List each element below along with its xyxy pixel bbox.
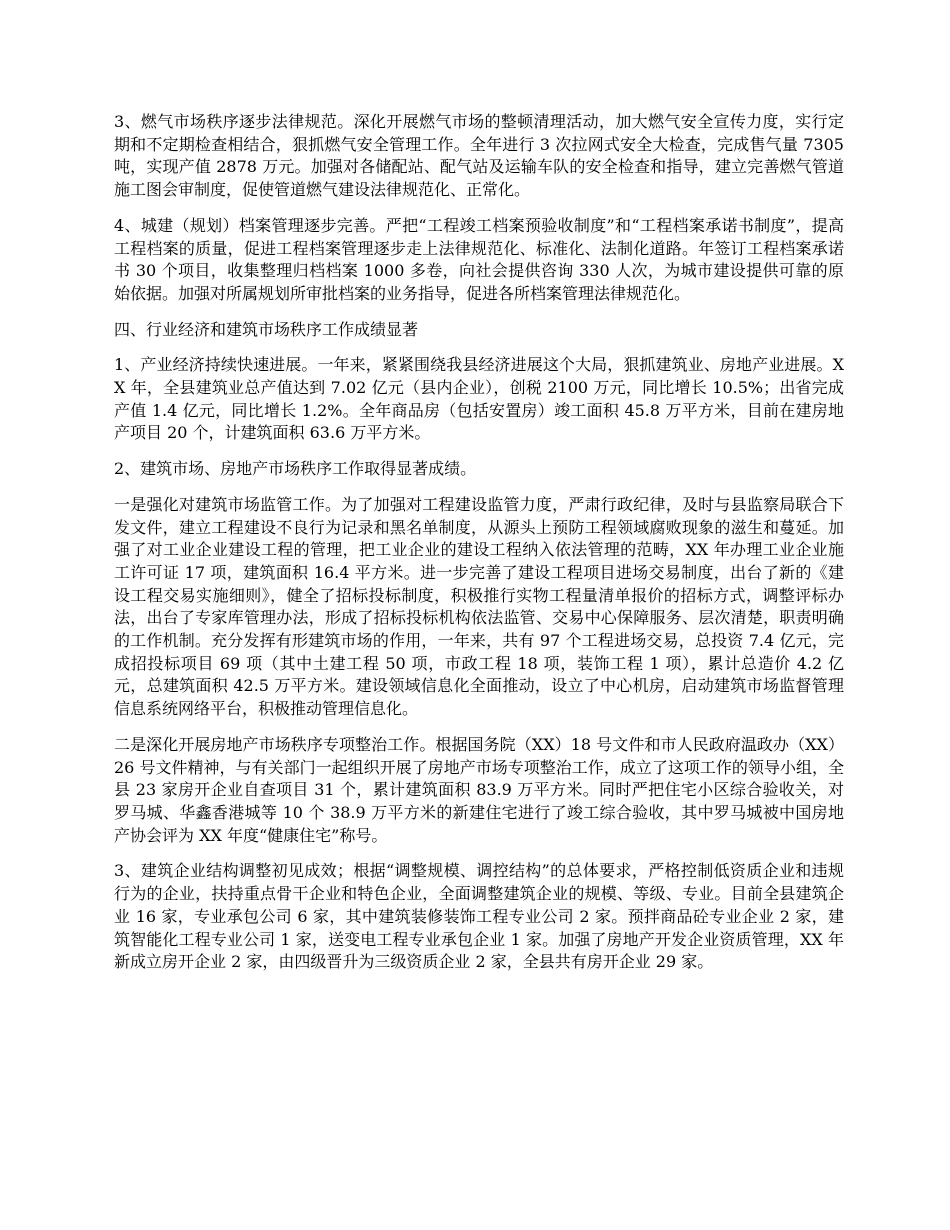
paragraph-urban-archives: 4、城建（规划）档案管理逐步完善。严把“工程竣工档案预验收制度”和“工程档案承诺书制度”，提高工程档案的质量，促进工程档案管理逐步走上法律规范化、标准化、法制化道路。年签订工程档案承诺书 30 个项目，收集整理归档档案 1000 多卷，向社会提供咨询 330 人次，为城市建设提供可靠的原始依据。加强对所属规划所审批档案的业务指导，促进各所档案管理法律规范化。: [114, 215, 844, 303]
paragraph-construction-supervision: 一是强化对建筑市场监管工作。为了加强对工程建设监管力度，严肃行政纪律，及时与县监察局联合下发文件，建立工程建设不良行为记录和黑名单制度，从源头上预防工程领域腐败现象的滋生和蔓延。加强了对工业企业建设工程的管理，把工业企业的建设工程纳入依法管理的范畴，XX 年办理工业企业施工许可证 17 项，建筑面积 16.4 平方米。进一步完善了建设工程项目进场交易制度，出台了新的《建设工程交易实施细则》，健全了招标投标制度，积极推行实物工程量清单报价的招标方式，调整评标办法，出台了专家库管理办法，形成了招标投标机构依法监管、交易中心保障服务、层次清楚，职责明确的工作机制。充分发挥有形建筑市场的作用，一年来，共有 97 个工程进场交易，总投资 7.4 亿元，完成招投标项目 69 项（其中土建工程 50 项，市政工程 18 项，装饰工程 1 项），累计总造价 4.2 亿元，总建筑面积 42.5 万平方米。建设领域信息化全面推动，设立了中心机房，启动建筑市场监督管理信息系统网络平台，积极推动管理信息化。: [114, 494, 844, 719]
paragraph-industry-economy: 1、产业经济持续快速进展。一年来，紧紧围绕我县经济进展这个大局，狠抓建筑业、房地产业进展。XX 年，全县建筑业总产值达到 7.02 亿元（县内企业），创税 2100 万元，同比增长 10.5%；出省完成产值 1.4 亿元，同比增长 1.2%。全年商品房（包括安置房）竣工面积 45.8 万平方米，目前在建房地产项目 20 个，计建筑面积 63.6 万平方米。: [114, 355, 844, 443]
paragraph-real-estate-rectification: 二是深化开展房地产市场秩序专项整治工作。根据国务院（XX）18 号文件和市人民政府温政办（XX）26 号文件精神，与有关部门一起组织开展了房地产市场专项整治工作，成立了这项工作的领导小组，全县 23 家房开企业自查项目 31 个，累计建筑面积 83.9 万平方米。同时严把住宅小区综合验收关，对罗马城、华鑫香港城等 10 个 38.9 万平方米的新建住宅进行了竣工综合验收，其中罗马城被中国房地产协会评为 XX 年度“健康住宅”称号。: [114, 734, 844, 845]
section-heading-4: 四、行业经济和建筑市场秩序工作成绩显著: [114, 319, 419, 339]
paragraph-market-order: 2、建筑市场、房地产市场秩序工作取得显著成绩。: [114, 459, 477, 479]
paragraph-enterprise-restructuring: 3、建筑企业结构调整初见成效；根据“调整规模、调控结构”的总体要求，严格控制低资质企业和违规行为的企业，扶持重点骨干企业和特色企业，全面调整建筑企业的规模、等级、专业。目前全县建筑企业 16 家，专业承包公司 6 家，其中建筑装修装饰工程专业公司 2 家。预拌商品砼专业企业 2 家，建筑智能化工程专业公司 1 家，送变电工程专业承包企业 1 家。加强了房地产开发企业资质管理，XX 年新成立房开企业 2 家，由四级晋升为三级资质企业 2 家，全县共有房开企业 29 家。: [114, 861, 844, 972]
document-page: [114, 111, 844, 987]
paragraph-gas-market: 3、燃气市场秩序逐步法律规范。深化开展燃气市场的整顿清理活动，加大燃气安全宣传力度，实行定期和不定期检查相结合，狠抓燃气安全管理工作。全年进行 3 次拉网式安全大检查，完成售气量 7305 吨，实现产值 2878 万元。加强对各储配站、配气站及运输车队的安全检查和指导，建立完善燃气管道施工图会审制度，促使管道燃气建设法律规范化、正常化。: [114, 112, 844, 200]
